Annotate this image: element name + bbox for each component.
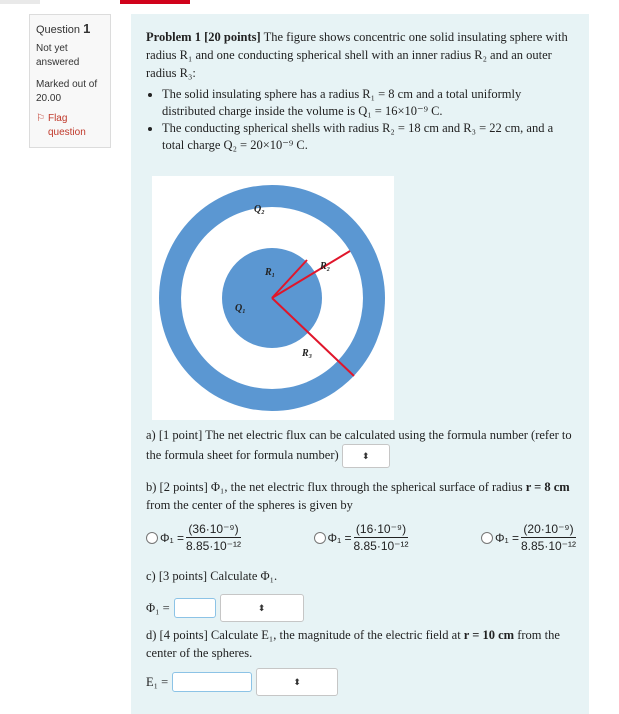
option-3-radio[interactable]	[481, 532, 493, 544]
question-number: 1	[83, 21, 91, 36]
part-c-label: Φ₁ =	[146, 601, 170, 615]
part-d-text: d) [4 points] Calculate E₁, the magnitude of the electric field at	[146, 628, 464, 642]
option-3[interactable]	[481, 522, 576, 553]
label-q1: Q₁	[235, 303, 246, 314]
option-1-radio[interactable]	[146, 532, 158, 544]
marked-out-of-label: Marked out of	[36, 79, 98, 90]
concentric-spheres-figure	[152, 176, 394, 420]
select-arrow-icon: ⬍	[361, 451, 370, 461]
part-c	[146, 567, 576, 585]
problem-bullets	[146, 86, 574, 154]
label-r1: R₁	[265, 267, 276, 278]
spheres-diagram	[152, 176, 394, 420]
top-tab-strip	[0, 0, 40, 4]
part-c-answer-row	[146, 594, 576, 622]
part-d-text-end: from the center of the spheres.	[146, 628, 560, 660]
option-3-lhs: Φ₁ =	[495, 530, 519, 545]
part-b-text: b) [2 points] Φ₁, the net electric flux through the spherical surface of radius	[146, 480, 526, 494]
top-accent-bar	[120, 0, 190, 4]
flag-question-link[interactable]	[36, 112, 104, 140]
part-b	[146, 478, 576, 514]
part-a-text: a) [1 point] The net electric flux can be calculated using the formula number (refer to the formula sheet for formula number)	[146, 428, 572, 462]
part-d-label: E₁ =	[146, 675, 169, 689]
problem-intro	[146, 28, 574, 82]
option-2-numerator: (16·10⁻⁹)	[355, 522, 407, 536]
label-r2: R₂	[320, 261, 331, 272]
bullet-insulating-sphere: • The solid insulating sphere has a radius R₁ = 8 cm and a total uniformly distributed charge inside the volume is Q₁ = 16×10⁻⁹ C.	[162, 86, 574, 120]
option-3-fraction	[521, 522, 576, 553]
option-2-lhs: Φ₁ =	[327, 530, 352, 545]
option-1-lhs: Φ₁ =	[160, 530, 184, 545]
part-b-text-end: from the center of the spheres is given by	[146, 498, 353, 512]
option-2-denominator: 8.85·10⁻¹²	[353, 539, 409, 553]
question-label: Question	[36, 24, 81, 36]
option-2-fraction	[353, 522, 408, 553]
part-d-answer-row	[146, 668, 576, 696]
option-2-radio[interactable]	[314, 532, 326, 544]
part-b-radius: r = 8 cm	[525, 480, 570, 494]
question-title	[36, 21, 104, 36]
label-r3: R₃	[302, 348, 313, 359]
option-2[interactable]	[314, 522, 409, 553]
part-c-text: c) [3 points] Calculate Φ₁.	[146, 569, 278, 583]
mark-value: 20.00	[36, 93, 62, 104]
problem-intro-text: The figure shows concentric one solid insulating sphere with radius R₁ and one conducting spherical shell with an inner radius R₂ and an outer radius R₃:	[146, 30, 568, 80]
option-1-fraction	[186, 522, 241, 553]
phi1-value-input[interactable]	[174, 598, 216, 618]
option-1-numerator: (36·10⁻⁹)	[188, 522, 239, 536]
option-1-denominator: 8.85·10⁻¹²	[185, 539, 241, 553]
question-status: Not yet answered	[36, 43, 80, 68]
problem-heading: Problem 1 [20 points]	[146, 30, 261, 44]
option-3-denominator: 8.85·10⁻¹²	[520, 539, 576, 553]
label-q2: Q₂	[254, 204, 265, 215]
part-a	[146, 426, 576, 468]
part-d-radius: r = 10 cm	[463, 628, 515, 642]
e1-value-input[interactable]	[172, 672, 252, 692]
e1-unit-select[interactable]	[256, 668, 338, 696]
phi1-unit-select[interactable]	[220, 594, 304, 622]
formula-number-select[interactable]	[342, 444, 390, 468]
question-content	[131, 14, 589, 714]
part-b-options	[146, 522, 576, 553]
option-1[interactable]	[146, 522, 241, 553]
select-arrow-icon: ⬍	[293, 677, 301, 687]
flag-icon: ⚐	[36, 113, 45, 124]
flag-question-label: Flag question	[47, 113, 86, 138]
option-3-numerator: (20·10⁻⁹)	[523, 522, 574, 536]
bullet-conducting-shell: • The conducting spherical shells with radius R₂ = 18 cm and R₃ = 22 cm, and a total charge Q₂ = 20×10⁻⁹ C.	[162, 120, 574, 154]
select-arrow-icon: ⬍	[257, 603, 266, 613]
question-info-panel	[29, 14, 111, 148]
part-d	[146, 626, 576, 662]
